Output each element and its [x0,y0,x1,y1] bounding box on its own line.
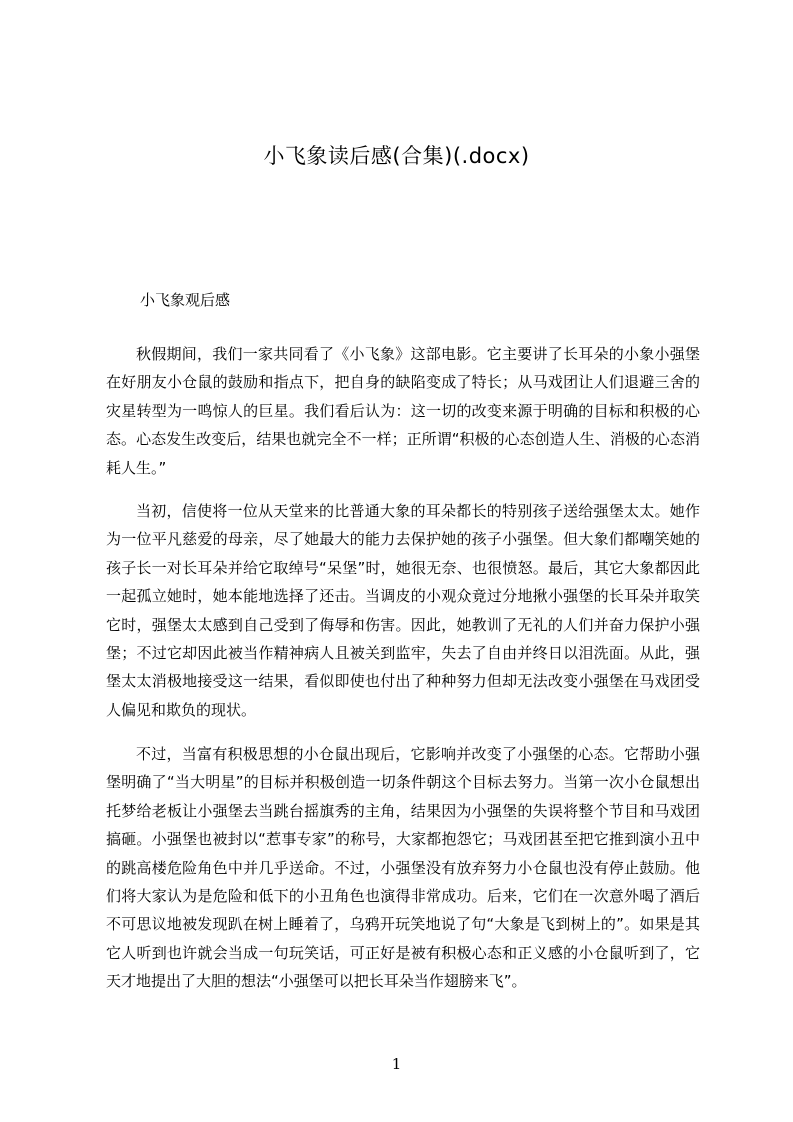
body-paragraph-3: 不过，当富有积极思想的小仓鼠出现后，它影响并改变了小强堡的心态。它帮助小强堡明确了“当大明星”的目标并积极创造一切条件朝这个目标去努力。当第一次小仓鼠想出托梦给老板让小强堡去当跳台摇旗秀的主角，结果因为小强堡的失误将整个节目和马戏团搞砸。小强堡也被封以“惹事专家”的称号，大家都抱怨它；马戏团甚至把它推到演小丑中的跳高楼危险角色中并几乎送命。不过，小强堡没有放弃努力小仓鼠也没有停止鼓励。他们将大家认为是危险和低下的小丑角色也演得非常成功。后来，它们在一次意外喝了酒后不可思议地被发现趴在树上睡着了，乌鸦开玩笑地说了句“大象是飞到树上的”。如果是其它人听到也许就会当成一句玩笑话，可正好是被有积极心态和正义感的小仓鼠听到了，它天才地提出了大胆的想法“小强堡可以把长耳朵当作翅膀来飞”。 [106,745,700,991]
section-subtitle: 小飞象观后感 [140,291,231,309]
body-paragraph-2: 当初，信使将一位从天堂来的比普通大象的耳朵都长的特别孩子送给强堡太太。她作为一位平凡慈爱的母亲，尽了她最大的能力去保护她的孩子小强堡。但大象们都嘲笑她的孩子长一对长耳朵并给它取绰号“呆堡”时，她很无奈、也很愤怒。最后，其它大象都因此一起孤立她时，她本能地选择了还击。当调皮的小观众竟过分地揪小强堡的长耳朵并取笑它时，强堡太太感到自己受到了侮辱和伤害。因此，她教训了无礼的人们并奋力保护小强堡；不过它却因此被当作精神病人且被关到监牢，失去了自由并终日以泪洗面。从此，强堡太太消极地接受这一结果，看似即使也付出了种种努力但却无法改变小强堡在马戏团受人偏见和欺负的现状。 [106,502,700,719]
page-number: 1 [391,1055,402,1073]
body-paragraph-1: 秋假期间，我们一家共同看了《小飞象》这部电影。它主要讲了长耳朵的小象小强堡在好朋友小仓鼠的鼓励和指点下，把自身的缺陷变成了特长；从马戏团让人们退避三舍的灾星转型为一鸣惊人的巨星。我们看后认为：这一切的改变来源于明确的目标和积极的心态。心态发生改变后，结果也就完全不一样；正所谓“积极的心态创造人生、消极的心态消耗人生。” [106,345,700,477]
document-title: 小飞象读后感(合集)(.docx) [263,144,530,168]
